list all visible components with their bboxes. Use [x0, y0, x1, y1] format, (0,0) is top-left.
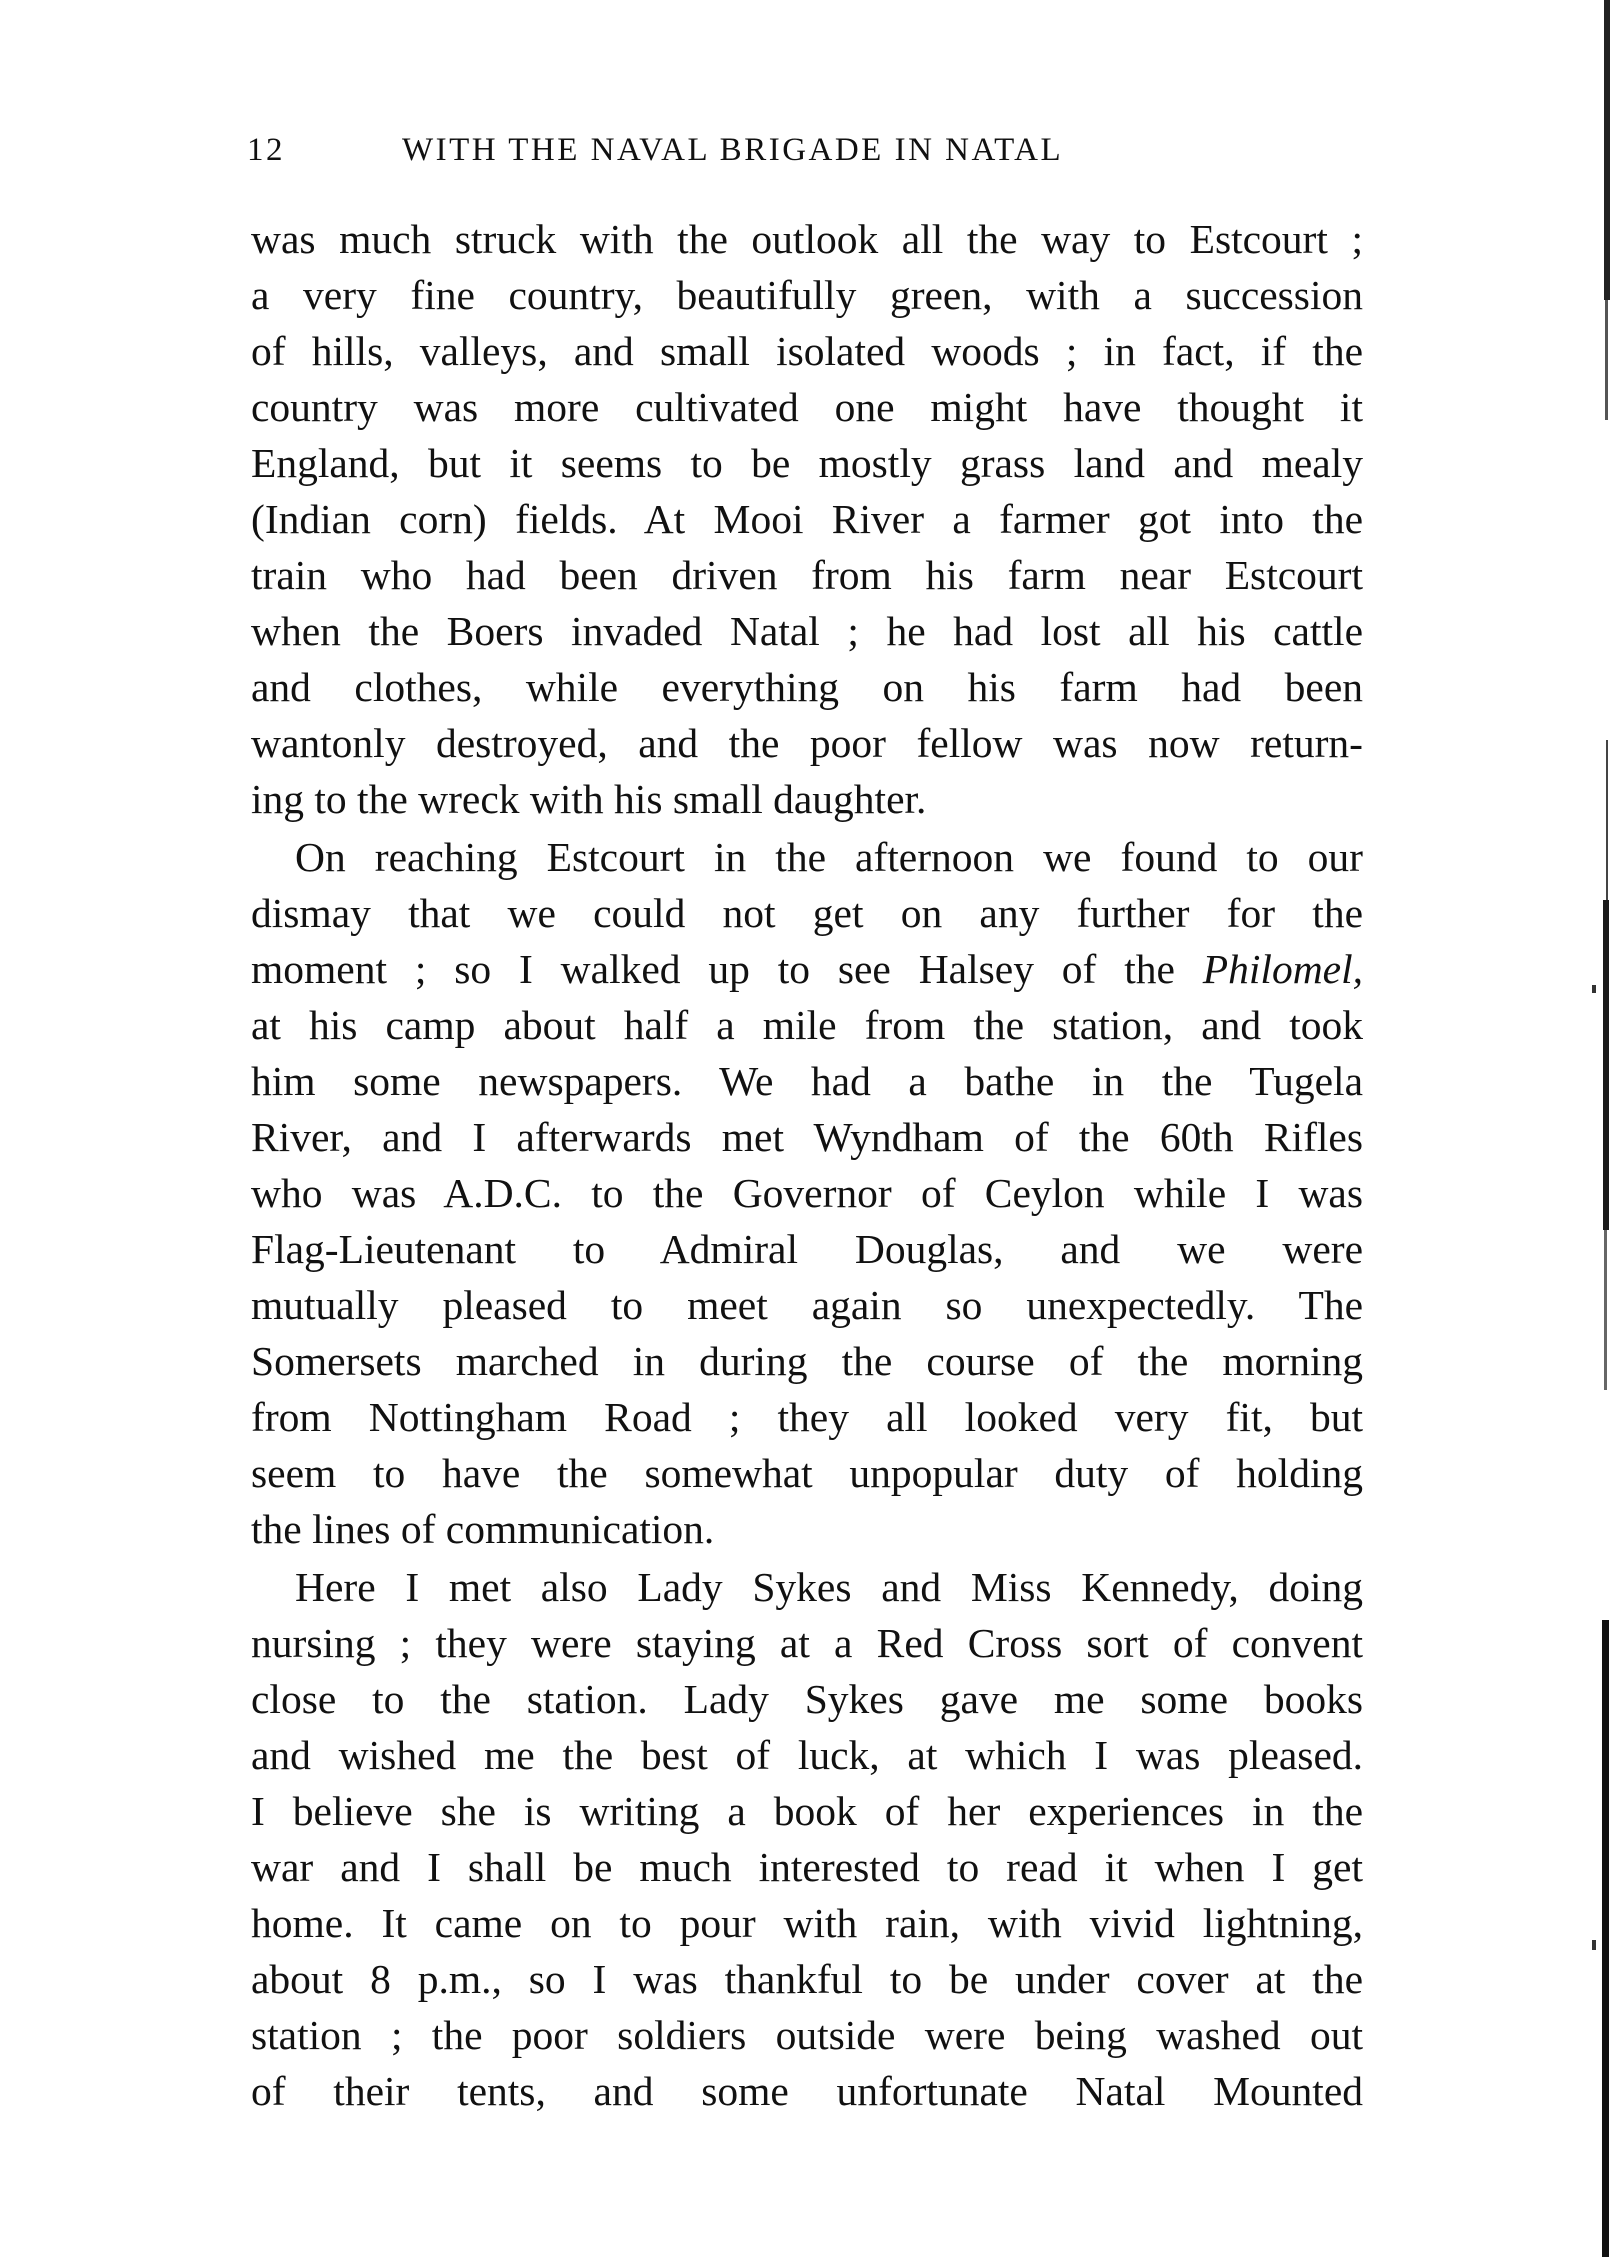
text-line: a very fine country, beautifully green, with a succession [251, 272, 1363, 318]
text-line: when the Boers invaded Natal ; he had lost all his cattle [251, 608, 1363, 654]
text-line: mutually pleased to meet again so unexpectedly. The [251, 1282, 1363, 1328]
text-line: about 8 p.m., so I was thankful to be under cover at the [251, 1956, 1363, 2002]
scan-binding-edge [1590, 0, 1624, 2257]
text-line: who was A.D.C. to the Governor of Ceylon while I was [251, 1170, 1363, 1216]
text-line: from Nottingham Road ; they all looked very fit, but [251, 1394, 1363, 1440]
text-line: I believe she is writing a book of her experiences in the [251, 1788, 1363, 1834]
text-line: station ; the poor soldiers outside were being washed out [251, 2012, 1363, 2058]
text-line: of their tents, and some unfortunate Natal Mounted [251, 2068, 1363, 2114]
text-line: close to the station. Lady Sykes gave me some books [251, 1676, 1363, 1722]
paragraph-start-line: Here I met also Lady Sykes and Miss Kennedy, doing [295, 1564, 1363, 1610]
line-text: moment ; so I walked up to see Halsey of the [251, 946, 1203, 992]
text-line: Flag-Lieutenant to Admiral Douglas, and we were [251, 1226, 1363, 1272]
running-title: WITH THE NAVAL BRIGADE IN NATAL [402, 132, 1064, 168]
text-line: the lines of communication. [251, 1506, 715, 1552]
text-line [251, 941, 1363, 997]
text-line: seem to have the somewhat unpopular duty of holding [251, 1450, 1363, 1496]
text-line: of hills, valleys, and small isolated woods ; in fact, if the [251, 328, 1363, 374]
text-line: nursing ; they were staying at a Red Cross sort of convent [251, 1620, 1363, 1666]
text-line: and wished me the best of luck, at which I was pleased. [251, 1732, 1363, 1778]
text-line: River, and I afterwards met Wyndham of the 60th Rifles [251, 1114, 1363, 1160]
text-line: war and I shall be much interested to read it when I get [251, 1844, 1363, 1890]
text-line: him some newspapers. We had a bathe in the Tugela [251, 1058, 1363, 1104]
text-line: and clothes, while everything on his farm had been [251, 664, 1363, 710]
text-line: wantonly destroyed, and the poor fellow was now return- [251, 720, 1363, 766]
text-line: ing to the wreck with his small daughter. [251, 776, 927, 822]
text-line: dismay that we could not get on any further for the [251, 890, 1363, 936]
page-number: 12 [247, 132, 285, 168]
text-line: England, but it seems to be mostly grass land and mealy [251, 440, 1363, 486]
text-line: home. It came on to pour with rain, with vivid lightning, [251, 1900, 1363, 1946]
text-line: Somersets marched in during the course of the morning [251, 1338, 1363, 1384]
text-line: country was more cultivated one might have thought it [251, 384, 1363, 430]
running-head [247, 132, 1207, 172]
body-text [251, 211, 1363, 2119]
text-line: at his camp about half a mile from the station, and took [251, 1002, 1363, 1048]
ship-name-italic: Philomel, [1202, 946, 1363, 992]
text-line: was much struck with the outlook all the way to Estcourt ; [251, 216, 1363, 262]
paragraph-start-line: On reaching Estcourt in the afternoon we found to our [295, 834, 1363, 880]
text-line: train who had been driven from his farm near Estcourt [251, 552, 1363, 598]
text-line: (Indian corn) fields. At Mooi River a farmer got into the [251, 496, 1363, 542]
